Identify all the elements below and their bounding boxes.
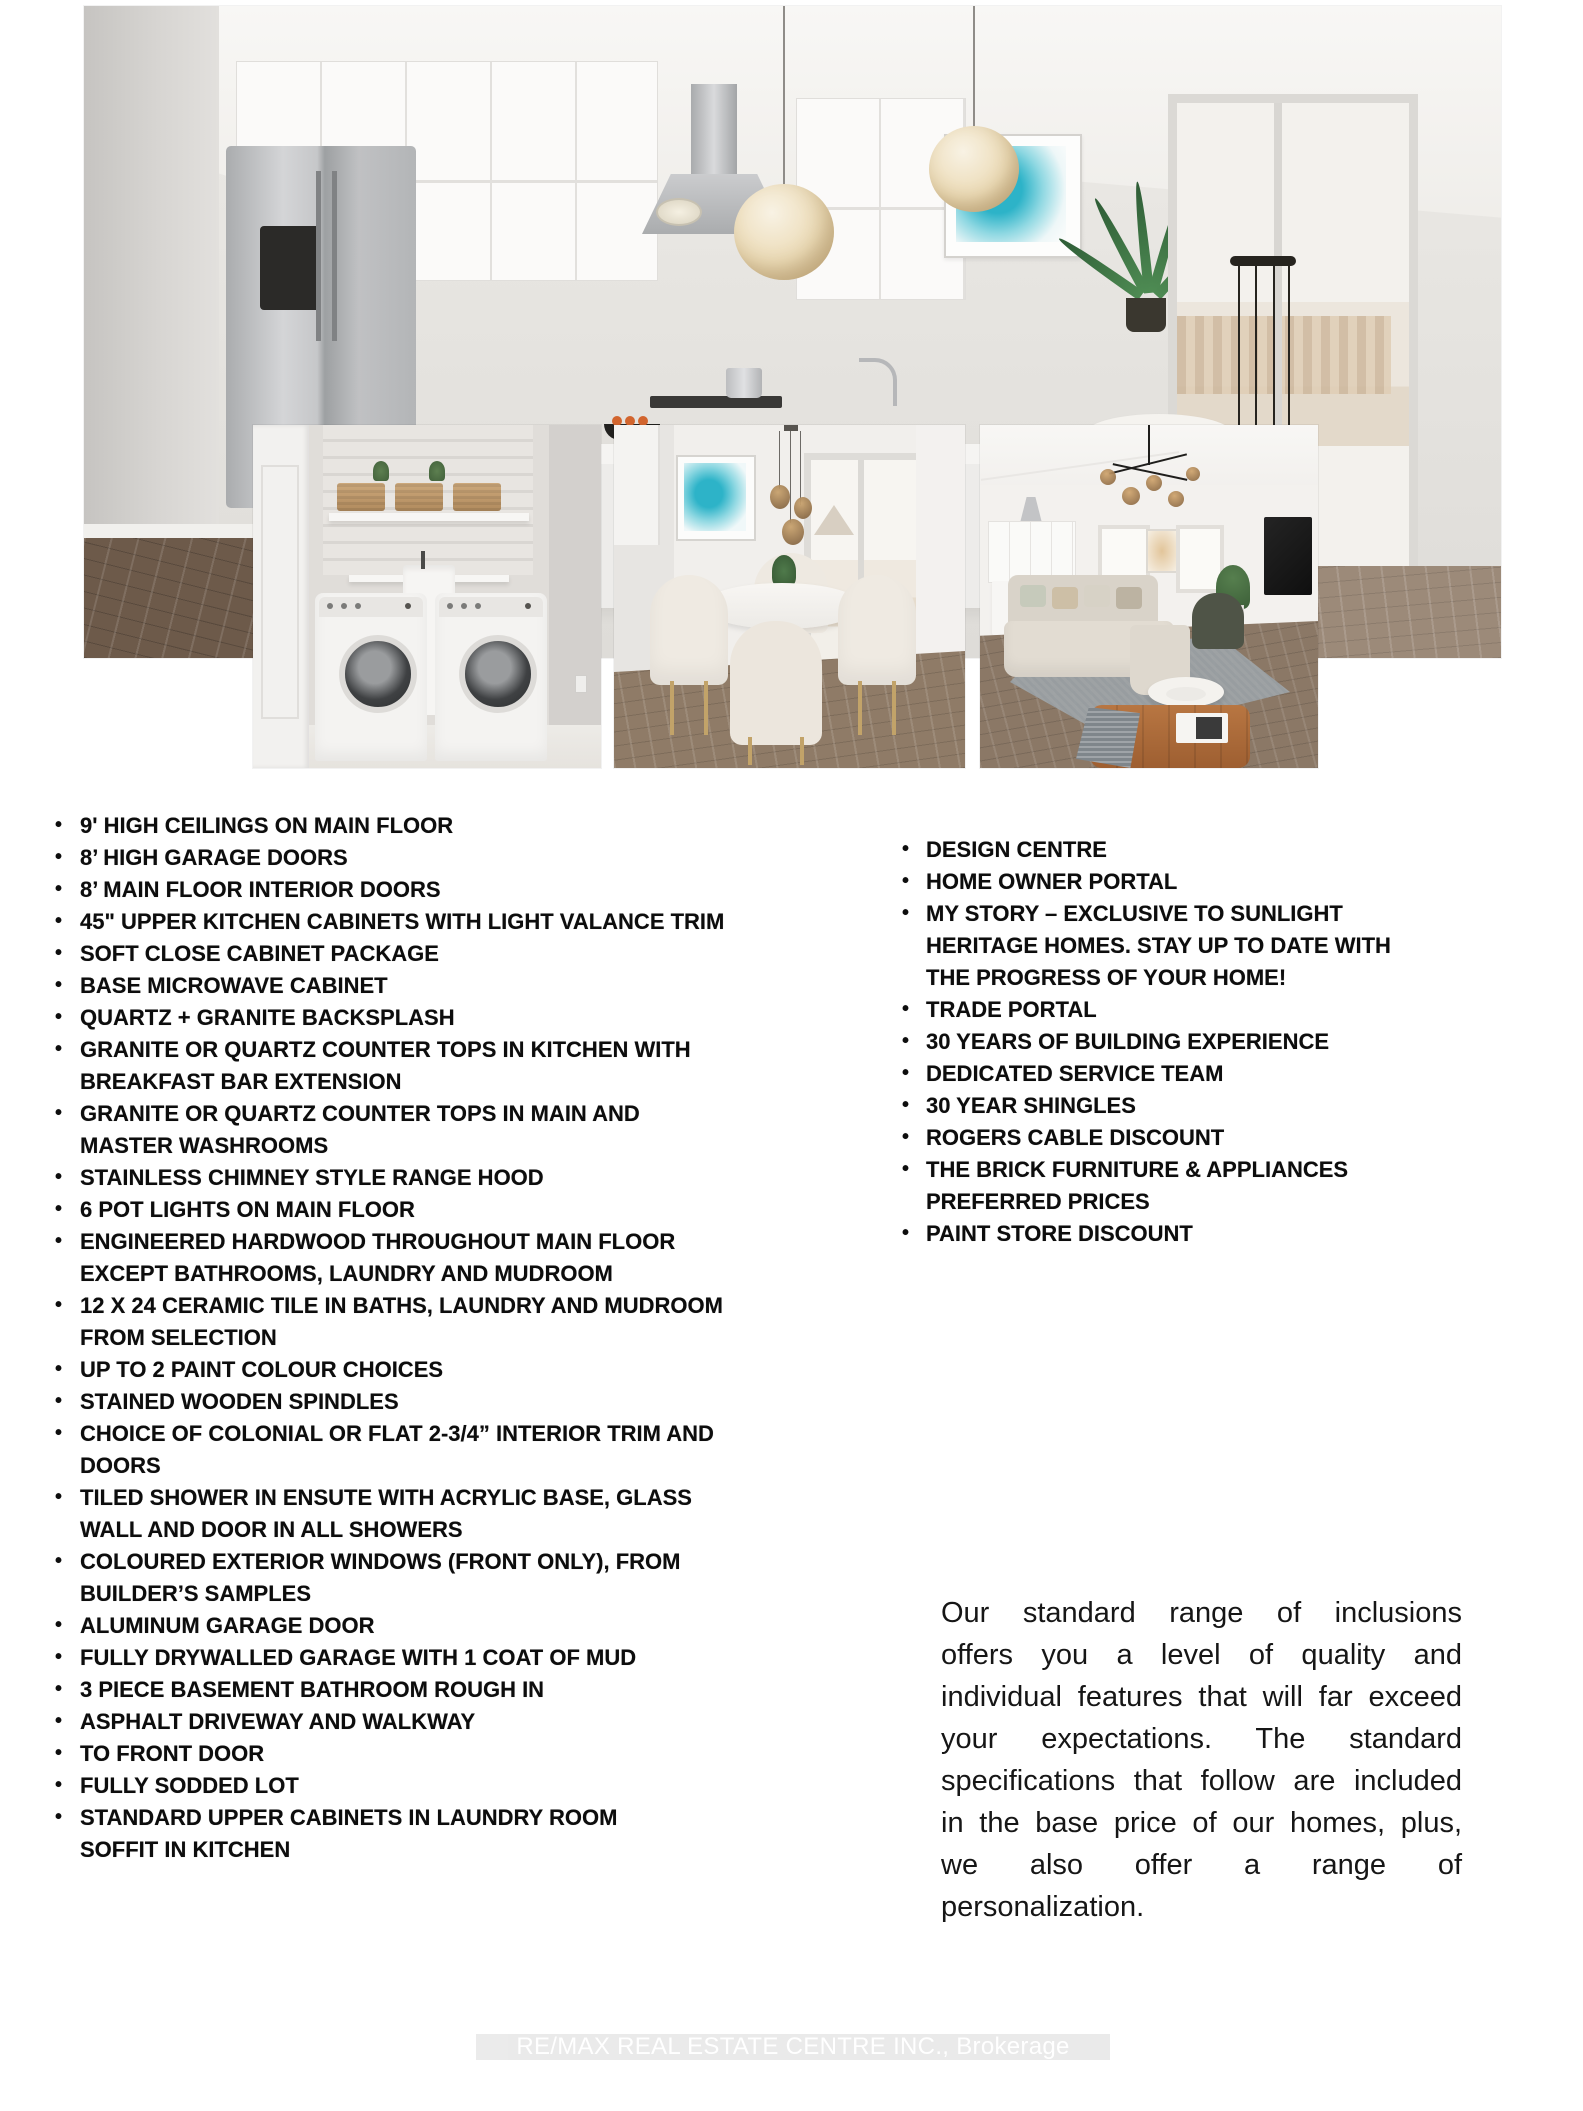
bullet-icon: • bbox=[902, 838, 910, 860]
artwork-teal bbox=[684, 463, 746, 531]
wall bbox=[549, 425, 601, 768]
feature-item bbox=[45, 1546, 705, 1610]
pendant-cord bbox=[783, 6, 785, 186]
dryer-knobs bbox=[447, 603, 453, 609]
paragraph-line: personalization. bbox=[941, 1891, 1145, 1923]
feature-item bbox=[45, 1770, 705, 1802]
brokerage-watermark: RE/MAX REAL ESTATE CENTRE INC., Brokerage bbox=[476, 2034, 1110, 2060]
bullet-icon: • bbox=[55, 1390, 63, 1412]
bullet-icon: • bbox=[55, 1678, 63, 1700]
pendant-cord bbox=[800, 431, 801, 505]
bullet-icon: • bbox=[55, 878, 63, 900]
chair-leg bbox=[858, 681, 862, 735]
cabinet-corner bbox=[614, 425, 660, 545]
feature-item bbox=[45, 1802, 705, 1866]
bullet-icon: • bbox=[55, 1358, 63, 1380]
glass-bulb bbox=[770, 485, 790, 509]
feature-line: COLOURED EXTERIOR WINDOWS (FRONT ONLY), FROM bbox=[80, 1549, 681, 1574]
feature-item bbox=[45, 1738, 705, 1770]
glass-bulb bbox=[1146, 475, 1162, 491]
feature-line: TO FRONT DOOR bbox=[80, 1741, 265, 1766]
bullet-icon: • bbox=[55, 1774, 63, 1796]
feature-item bbox=[45, 810, 705, 842]
feature-line: QUARTZ + GRANITE BACKSPLASH bbox=[80, 1005, 455, 1030]
glass-bulb bbox=[1168, 491, 1184, 507]
feature-item bbox=[45, 1706, 705, 1738]
feature-line: DESIGN CENTRE bbox=[926, 837, 1107, 862]
feature-line: ASPHALT DRIVEWAY AND WALKWAY bbox=[80, 1709, 476, 1734]
feature-item bbox=[890, 1122, 1450, 1154]
bullet-icon: • bbox=[55, 910, 63, 932]
feature-item bbox=[45, 1226, 705, 1290]
feature-item bbox=[45, 1002, 705, 1034]
bullet-icon: • bbox=[55, 1230, 63, 1252]
range-hood-chimney bbox=[691, 84, 737, 176]
feature-line: TILED SHOWER IN ENSUTE WITH ACRYLIC BASE, GLASS bbox=[80, 1485, 692, 1510]
feature-line: STANDARD UPPER CABINETS IN LAUNDRY ROOM bbox=[80, 1805, 618, 1830]
feature-line: PREFERRED PRICES bbox=[926, 1189, 1150, 1214]
bullet-icon: • bbox=[55, 1422, 63, 1444]
feature-line: BUILDER’S SAMPLES bbox=[80, 1581, 312, 1606]
feature-line: UP TO 2 PAINT COLOUR CHOICES bbox=[80, 1357, 444, 1382]
feature-line: BREAKFAST BAR EXTENSION bbox=[80, 1069, 402, 1094]
tv bbox=[1264, 517, 1312, 595]
bullet-icon: • bbox=[55, 1646, 63, 1668]
feature-line: 3 PIECE BASEMENT BATHROOM ROUGH IN bbox=[80, 1677, 545, 1702]
feature-item bbox=[45, 1674, 705, 1706]
pendant-cord bbox=[973, 6, 975, 128]
shelf bbox=[329, 513, 529, 521]
feature-item bbox=[45, 1034, 705, 1098]
feature-line: WALL AND DOOR IN ALL SHOWERS bbox=[80, 1517, 463, 1542]
feature-line: 8’ MAIN FLOOR INTERIOR DOORS bbox=[80, 877, 441, 902]
paragraph-line: your expectations. The standard bbox=[941, 1723, 1462, 1755]
bullet-icon: • bbox=[55, 1294, 63, 1316]
armchair bbox=[1192, 593, 1244, 649]
feature-item bbox=[45, 938, 705, 970]
bullet-icon: • bbox=[55, 1006, 63, 1028]
bullet-icon: • bbox=[902, 1126, 910, 1148]
bullet-icon: • bbox=[55, 1198, 63, 1220]
bullet-icon: • bbox=[902, 870, 910, 892]
kitchen-cabinets bbox=[988, 521, 1076, 583]
feature-line: GRANITE OR QUARTZ COUNTER TOPS IN KITCHEN WITH bbox=[80, 1037, 691, 1062]
sink-faucet bbox=[421, 551, 425, 569]
washer-panel bbox=[319, 597, 423, 617]
feature-item bbox=[45, 970, 705, 1002]
feature-item bbox=[45, 842, 705, 874]
book-photo bbox=[1196, 717, 1222, 739]
pendant-light bbox=[734, 184, 834, 280]
features-list-left bbox=[45, 810, 725, 1866]
paragraph-line: in the base price of our homes, plus, bbox=[941, 1807, 1462, 1839]
feature-item bbox=[890, 1090, 1450, 1122]
bullet-icon: • bbox=[902, 902, 910, 924]
feature-line: 30 YEARS OF BUILDING EXPERIENCE bbox=[926, 1029, 1330, 1054]
bullet-icon: • bbox=[55, 1166, 63, 1188]
feature-line: 6 POT LIGHTS ON MAIN FLOOR bbox=[80, 1197, 415, 1222]
pendant-cord bbox=[1288, 264, 1290, 449]
feature-line: THE BRICK FURNITURE & APPLIANCES bbox=[926, 1157, 1349, 1182]
feature-item bbox=[890, 866, 1450, 898]
flush-mount-light bbox=[656, 198, 702, 226]
deck-fence bbox=[1177, 316, 1391, 394]
bullet-icon: • bbox=[55, 1614, 63, 1636]
glass-bulb bbox=[794, 497, 812, 519]
bullet-icon: • bbox=[55, 1038, 63, 1060]
feature-item bbox=[890, 1154, 1450, 1218]
outlet bbox=[575, 675, 587, 693]
door-panel bbox=[261, 465, 299, 719]
feature-line: MY STORY – EXCLUSIVE TO SUNLIGHT bbox=[926, 901, 1343, 926]
paragraph-line: we also offer a range of bbox=[941, 1849, 1462, 1881]
fridge-handle bbox=[316, 171, 321, 341]
bullet-icon: • bbox=[55, 1806, 63, 1828]
feature-line: ENGINEERED HARDWOOD THROUGHOUT MAIN FLOOR bbox=[80, 1229, 676, 1254]
bullet-icon: • bbox=[55, 974, 63, 996]
paragraph-line: Our standard range of inclusions bbox=[941, 1597, 1462, 1629]
washer-door bbox=[339, 635, 417, 713]
feature-line: HERITAGE HOMES. STAY UP TO DATE WITH bbox=[926, 933, 1391, 958]
plant-sprig bbox=[373, 461, 389, 481]
bullet-icon: • bbox=[55, 942, 63, 964]
feature-line: 8’ HIGH GARAGE DOORS bbox=[80, 845, 348, 870]
feature-item bbox=[890, 898, 1450, 994]
feature-line: FULLY SODDED LOT bbox=[80, 1773, 299, 1798]
feature-item bbox=[45, 1610, 705, 1642]
feature-line: 30 YEAR SHINGLES bbox=[926, 1093, 1136, 1118]
wood-floor bbox=[84, 538, 256, 658]
basket bbox=[395, 483, 443, 511]
feature-line: STAINLESS CHIMNEY STYLE RANGE HOOD bbox=[80, 1165, 544, 1190]
feature-line: HOME OWNER PORTAL bbox=[926, 869, 1178, 894]
chair-leg bbox=[748, 737, 752, 765]
feature-item bbox=[45, 1098, 705, 1162]
kitchen-cabinets bbox=[796, 98, 966, 300]
feature-line: DEDICATED SERVICE TEAM bbox=[926, 1061, 1224, 1086]
paragraph-line: individual features that will far exceed bbox=[941, 1681, 1462, 1713]
chair-leg bbox=[670, 681, 674, 735]
paragraph-line: specifications that follow are included bbox=[941, 1765, 1462, 1797]
basket bbox=[453, 483, 501, 511]
feature-item bbox=[45, 906, 725, 938]
fridge-dispenser bbox=[260, 226, 320, 310]
bullet-icon: • bbox=[55, 1710, 63, 1732]
feature-line: DOORS bbox=[80, 1453, 161, 1478]
pendant-light bbox=[929, 126, 1019, 212]
washer-knobs bbox=[327, 603, 333, 609]
throw-pillow bbox=[1020, 585, 1046, 607]
feature-line: FULLY DRYWALLED GARAGE WITH 1 COAT OF MUD bbox=[80, 1645, 637, 1670]
feature-line: SOFFIT IN KITCHEN bbox=[80, 1837, 291, 1862]
feature-item bbox=[45, 1386, 705, 1418]
dryer-panel bbox=[439, 597, 543, 617]
living-photo bbox=[980, 425, 1318, 768]
feature-item bbox=[45, 1642, 705, 1674]
feature-item bbox=[45, 1162, 705, 1194]
plant-pot bbox=[1126, 298, 1166, 332]
glass-bulb bbox=[1186, 467, 1200, 481]
feature-item bbox=[890, 834, 1450, 866]
feature-line: FROM SELECTION bbox=[80, 1325, 277, 1350]
chandelier-cord bbox=[1148, 425, 1150, 465]
bullet-icon: • bbox=[902, 1062, 910, 1084]
feature-item bbox=[45, 1194, 705, 1226]
feature-line: THE PROGRESS OF YOUR HOME! bbox=[926, 965, 1287, 990]
dining-photo bbox=[614, 425, 965, 768]
feature-line: EXCEPT BATHROOMS, LAUNDRY AND MUDROOM bbox=[80, 1261, 613, 1286]
bullet-icon: • bbox=[55, 1102, 63, 1124]
feature-line: STAINED WOODEN SPINDLES bbox=[80, 1389, 399, 1414]
dryer-door bbox=[459, 635, 537, 713]
feature-line: SOFT CLOSE CABINET PACKAGE bbox=[80, 941, 439, 966]
glass-bulb bbox=[1100, 469, 1116, 485]
feature-line: 45" UPPER KITCHEN CABINETS WITH LIGHT VALANCE TRIM bbox=[80, 909, 725, 934]
feature-item bbox=[890, 1026, 1450, 1058]
dining-chair bbox=[650, 575, 728, 685]
feature-item bbox=[890, 1058, 1450, 1090]
paragraph-line: offers you a level of quality and bbox=[941, 1639, 1462, 1671]
basket bbox=[337, 483, 385, 511]
feature-line: BASE MICROWAVE CABINET bbox=[80, 973, 388, 998]
faucet bbox=[859, 358, 897, 406]
feature-line: ALUMINUM GARAGE DOOR bbox=[80, 1613, 375, 1638]
feature-item bbox=[45, 1418, 714, 1482]
pendant-cord bbox=[790, 431, 791, 523]
feature-item bbox=[45, 1290, 723, 1354]
bullet-icon: • bbox=[902, 1094, 910, 1116]
feature-item bbox=[890, 994, 1450, 1026]
bullet-icon: • bbox=[55, 1550, 63, 1572]
pendant-cord bbox=[779, 431, 780, 489]
feature-line: TRADE PORTAL bbox=[926, 997, 1097, 1022]
feature-line: 9' HIGH CEILINGS ON MAIN FLOOR bbox=[80, 813, 454, 838]
laundry-photo bbox=[253, 425, 601, 768]
plant-sprig bbox=[429, 461, 445, 481]
feature-item bbox=[45, 1354, 705, 1386]
cooktop bbox=[650, 396, 782, 408]
feature-line: MASTER WASHROOMS bbox=[80, 1133, 329, 1158]
feature-item bbox=[890, 1218, 1450, 1250]
feature-item bbox=[45, 1482, 705, 1546]
bullet-icon: • bbox=[55, 814, 63, 836]
intro-paragraph bbox=[941, 1592, 1462, 1928]
bullet-icon: • bbox=[902, 998, 910, 1020]
bullet-icon: • bbox=[55, 1486, 63, 1508]
features-list-right bbox=[890, 834, 1450, 1250]
glass-bulb bbox=[782, 519, 804, 545]
feature-line: CHOICE OF COLONIAL OR FLAT 2-3/4” INTERIOR TRIM AND bbox=[80, 1421, 714, 1446]
stock-pot bbox=[726, 368, 762, 398]
dining-chair bbox=[730, 621, 822, 745]
dining-chair bbox=[838, 575, 916, 685]
feature-line: ROGERS CABLE DISCOUNT bbox=[926, 1125, 1225, 1150]
feature-line: GRANITE OR QUARTZ COUNTER TOPS IN MAIN AND bbox=[80, 1101, 640, 1126]
feature-item bbox=[45, 874, 705, 906]
bullet-icon: • bbox=[902, 1158, 910, 1180]
bullet-icon: • bbox=[902, 1030, 910, 1052]
feature-line: 12 X 24 CERAMIC TILE IN BATHS, LAUNDRY AND MUDROOM bbox=[80, 1293, 723, 1318]
coffee-table-tier bbox=[1166, 687, 1206, 701]
feature-line: PAINT STORE DISCOUNT bbox=[926, 1221, 1193, 1246]
bullet-icon: • bbox=[902, 1222, 910, 1244]
pendant-cord bbox=[1238, 264, 1240, 434]
pendant-canopy bbox=[784, 425, 798, 431]
bullet-icon: • bbox=[55, 846, 63, 868]
glass-bulb bbox=[1122, 487, 1140, 505]
artwork-frame bbox=[1146, 529, 1178, 573]
bullet-icon: • bbox=[55, 1742, 63, 1764]
